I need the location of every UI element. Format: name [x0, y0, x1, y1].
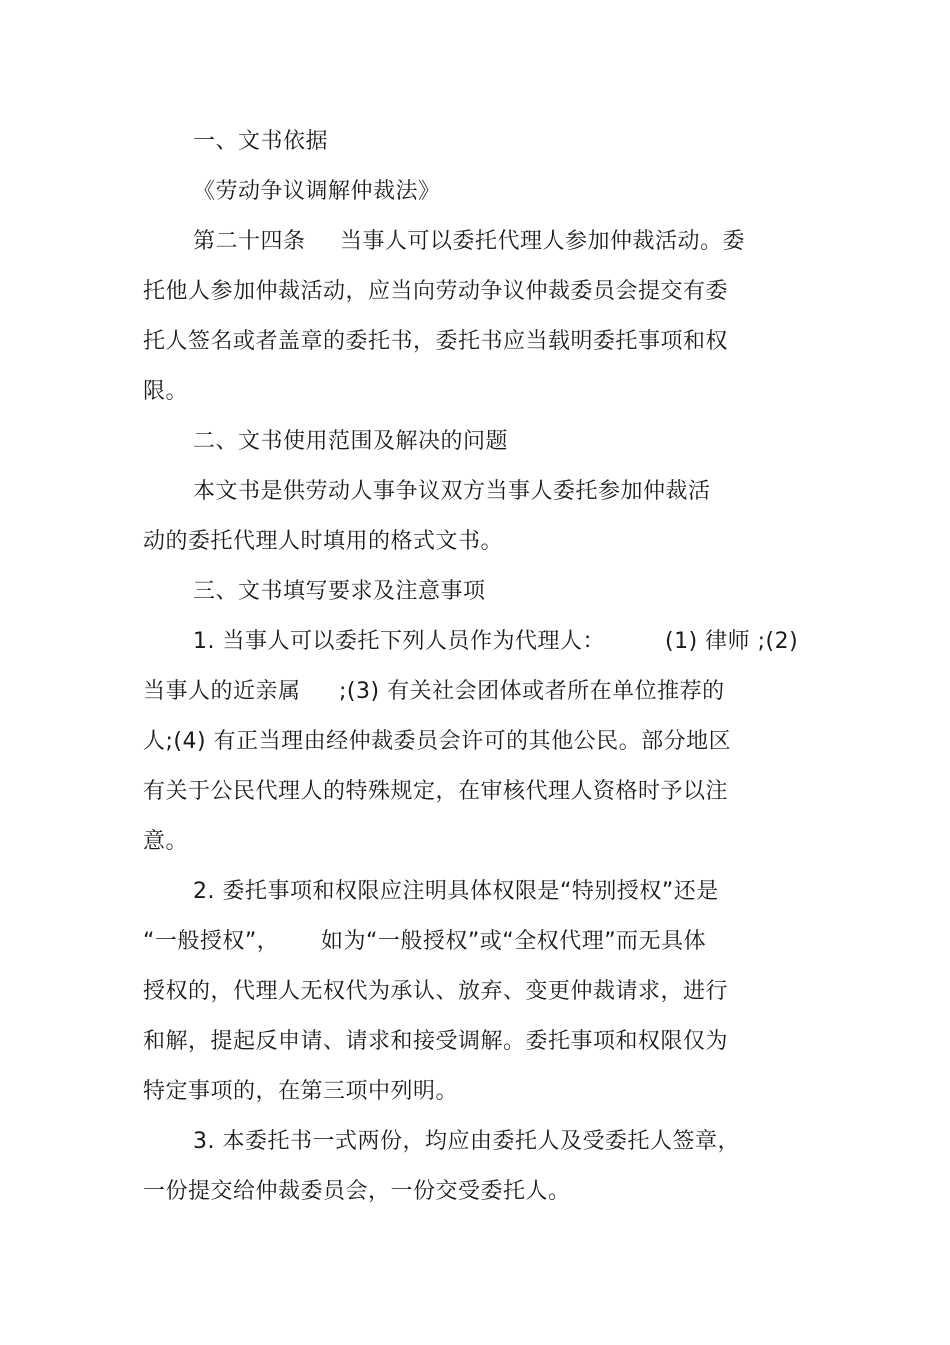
item-2-line-2 — [143, 927, 783, 957]
article-24-line-4: 限。 — [143, 379, 189, 404]
section-heading-3: 三、文书填写要求及注意事项 — [193, 579, 486, 604]
item-1-line-2 — [143, 677, 763, 707]
item-1-option-3: ;(3) 有关社会团体或者所在单位推荐的 — [339, 679, 725, 704]
section-heading-2: 二、文书使用范围及解决的问题 — [193, 429, 509, 454]
law-title: 《劳动争议调解仲裁法》 — [193, 179, 441, 204]
item-2-general-auth: “一般授权”， — [143, 929, 280, 954]
scope-line-1: 本文书是供劳动人事争议双方当事人委托参加仲裁活 — [193, 479, 711, 504]
scope-line-2: 动的委托代理人时填用的格式文书。 — [143, 529, 504, 554]
item-1-line-3: 人;(4) 有正当理由经仲裁委员会许可的其他公民。部分地区 — [143, 729, 732, 754]
item-2-line-1: 2. 委托事项和权限应注明具体权限是“特别授权”还是 — [193, 879, 719, 904]
item-3-line-1: 3. 本委托书一式两份，均应由委托人及受委托人签章， — [193, 1129, 740, 1154]
article-24-line-3: 托人签名或者盖章的委托书，委托书应当载明委托事项和权 — [143, 329, 729, 354]
item-1-line-1 — [193, 627, 813, 657]
item-2-auth-detail: 如为“一般授权”或“全权代理”而无具体 — [321, 929, 707, 954]
item-2-line-4: 和解，提起反申请、请求和接受调解。委托事项和权限仅为 — [143, 1029, 729, 1054]
item-1-relatives: 当事人的近亲属 — [143, 679, 301, 704]
article-24-first-line — [193, 227, 793, 257]
item-2-line-3: 授权的，代理人无权代为承认、放弃、变更仲裁请求，进行 — [143, 979, 729, 1004]
item-1-text: 1. 当事人可以委托下列人员作为代理人： — [193, 629, 605, 654]
article-24-line-2: 托他人参加仲裁活动，应当向劳动争议仲裁委员会提交有委 — [143, 279, 729, 304]
item-1-line-5: 意。 — [143, 829, 189, 854]
article-text: 当事人可以委托代理人参加仲裁活动。委 — [340, 229, 746, 254]
section-heading-1: 一、文书依据 — [193, 129, 329, 154]
item-1-options: (1) 律师 ;(2) — [665, 629, 799, 654]
item-3-line-2: 一份提交给仲裁委员会，一份交受委托人。 — [143, 1179, 571, 1204]
item-1-line-4: 有关于公民代理人的特殊规定，在审核代理人资格时予以注 — [143, 779, 729, 804]
article-label: 第二十四条 — [193, 229, 306, 254]
item-2-line-5: 特定事项的，在第三项中列明。 — [143, 1079, 459, 1104]
